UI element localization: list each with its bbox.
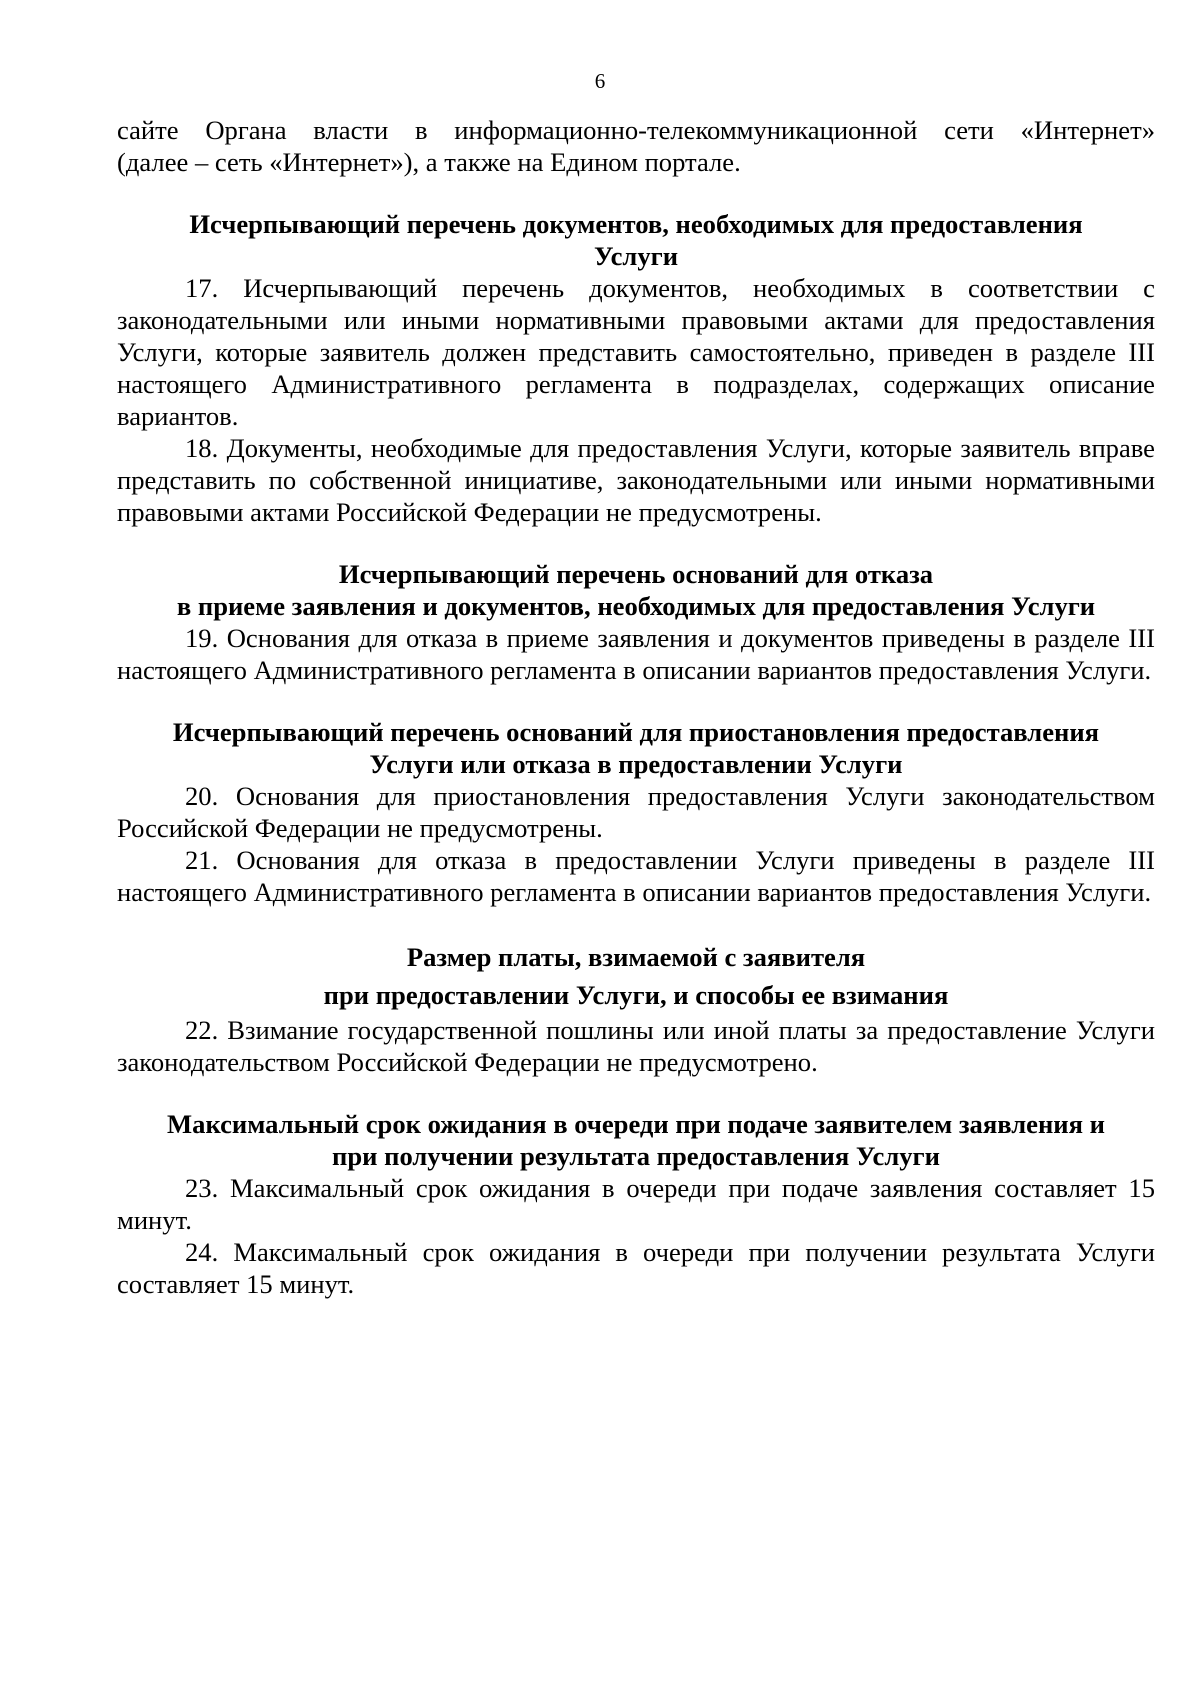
section-heading-line: Услуги или отказа в предоставлении Услуги: [369, 749, 903, 779]
document-body: [117, 114, 1155, 1300]
paragraph-19: 19. Основания для отказа в приеме заявления и документов приведены в разделе III настоящего Административного регламента в описании вариантов предоставления Услуги.: [117, 623, 1155, 685]
section-suspension-refusal: [117, 716, 1155, 908]
section-heading-line: Исчерпывающий перечень оснований для отказа: [338, 559, 934, 589]
paragraph-17: 17. Исчерпывающий перечень документов, необходимых в соответствии с законодательными или иными нормативными правовыми актами для предоставления Услуги, которые заявитель должен представить самостоятельно, приведен в разделе III настоящего Административного регламента в подразделах, содержащих описание вариантов.: [117, 273, 1155, 431]
paragraph-20: 20. Основания для приостановления предоставления Услуги законодательством Российской Федерации не предусмотрены.: [117, 781, 1155, 843]
paragraph-18: 18. Документы, необходимые для предоставления Услуги, которые заявитель вправе представить по собственной инициативе, законодательными или иными нормативными правовыми актами Российской Федерации не предусмотрены.: [117, 433, 1155, 527]
section-queue-time: [117, 1108, 1155, 1300]
section-heading: [117, 1108, 1155, 1172]
section-heading-line: Максимальный срок ожидания в очереди при подаче заявителем заявления и: [167, 1109, 1105, 1139]
section-heading: [117, 208, 1155, 272]
section-heading-line: Исчерпывающий перечень оснований для приостановления предоставления: [172, 717, 1100, 747]
section-documents: [117, 208, 1155, 528]
section-heading-line: Размер платы, взимаемой с заявителя: [406, 942, 866, 972]
paragraph-22: 22. Взимание государственной пошлины или иной платы за предоставление Услуги законодательством Российской Федерации не предусмотрено.: [117, 1015, 1155, 1077]
paragraph-23: 23. Максимальный срок ожидания в очереди при подаче заявления составляет 15 минут.: [117, 1173, 1155, 1235]
section-refusal-acceptance: [117, 558, 1155, 686]
section-heading-line: Исчерпывающий перечень документов, необходимых для предоставления: [189, 209, 1083, 239]
section-heading-line: при получении результата предоставления Услуги: [332, 1141, 940, 1171]
paragraph-24: 24. Максимальный срок ожидания в очереди при получении результата Услуги составляет 15 минут.: [117, 1237, 1155, 1299]
intro-line-2: (далее – сеть «Интернет»), а также на Едином портале.: [117, 147, 741, 177]
section-heading-line: при предоставлении Услуги, и способы ее взимания: [323, 980, 949, 1010]
section-fee: [117, 938, 1155, 1078]
paragraph-21: 21. Основания для отказа в предоставлении Услуги приведены в разделе III настоящего Административного регламента в описании вариантов предоставления Услуги.: [117, 845, 1155, 907]
section-heading-line: Услуги: [593, 241, 679, 271]
page-number: 6: [594, 69, 606, 93]
section-heading-line: в приеме заявления и документов, необходимых для предоставления Услуги: [176, 591, 1096, 621]
intro-line-1: сайте Органа власти в информационно-телекоммуникационной сети «Интернет»: [117, 115, 1155, 145]
section-heading: [117, 716, 1155, 780]
section-heading: [117, 558, 1155, 622]
section-heading: [117, 938, 1155, 1014]
